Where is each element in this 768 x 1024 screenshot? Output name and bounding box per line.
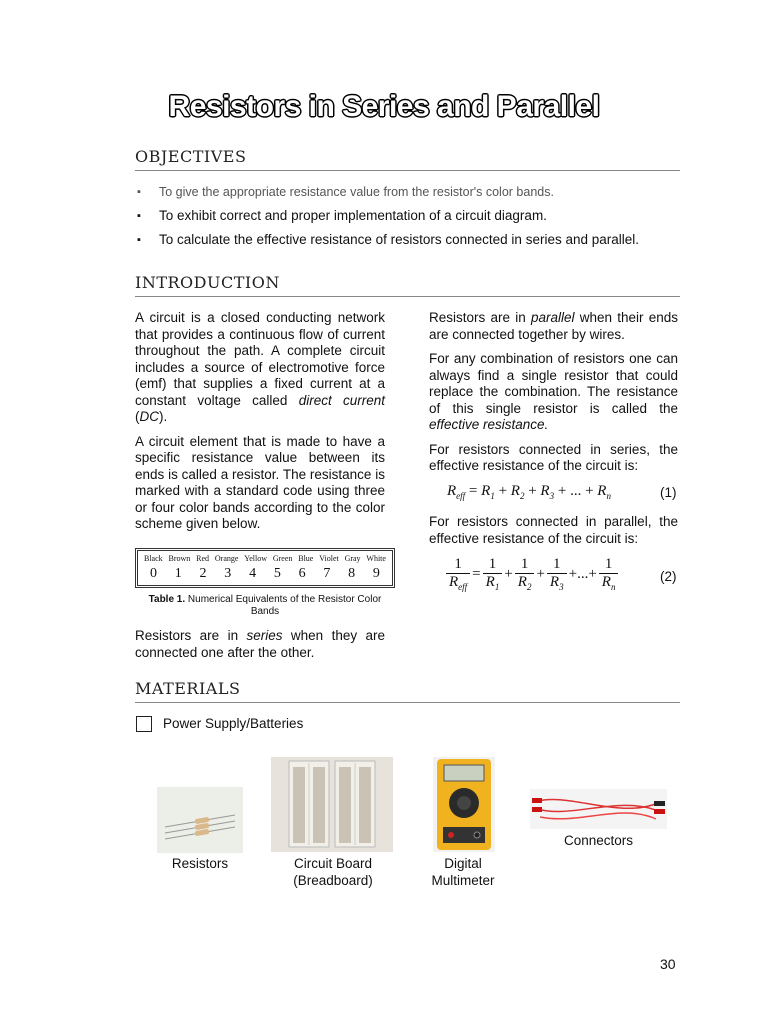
color-number: 9 bbox=[372, 566, 380, 581]
objectives-heading: OBJECTIVES bbox=[135, 147, 680, 171]
color-name: Red bbox=[196, 554, 210, 563]
multimeter-image bbox=[433, 757, 495, 852]
color-number: 8 bbox=[348, 566, 356, 581]
color-name: Gray bbox=[344, 554, 361, 563]
color-name: Yellow bbox=[244, 554, 268, 563]
list-item: ▪ To exhibit correct and proper implementation of a circuit diagram. bbox=[135, 204, 695, 228]
equation-parallel: $\frac{1}{R_{eff}}$ = $\frac{1}{R_1}$ + $\frac{1}{R_2}$ + $\frac{1}{R_3}$ + ... + $\frac{1}{R_n}$ bbox=[444, 556, 620, 592]
intro-paragraph: Resistors are in parallel when their ends are connected together by wires. bbox=[429, 310, 678, 342]
intro-paragraph: For any combination of resistors one can always find a single resistor that could replace the combination. The resistance of this single resistor is called the effective resistance. bbox=[429, 351, 678, 432]
color-name: Green bbox=[272, 554, 293, 563]
multimeter-label: Digital Multimeter bbox=[431, 856, 495, 888]
intro-paragraph: For resistors connected in series, the effective resistance of the circuit is: bbox=[429, 441, 678, 473]
resistors-label: Resistors bbox=[171, 856, 229, 871]
intro-paragraph: A circuit element that is made to have a specific resistance value between its ends is called a resistor. The resistance is marked with a standard code using three or four color bands according to the color scheme given below. bbox=[135, 433, 385, 531]
color-number: 5 bbox=[273, 566, 281, 581]
intro-left-column bbox=[135, 310, 385, 541]
color-name: White bbox=[366, 554, 386, 563]
resistors-image bbox=[157, 787, 243, 853]
color-name: Orange bbox=[214, 554, 239, 563]
color-name: Violet bbox=[319, 554, 339, 563]
color-code-table bbox=[135, 548, 395, 588]
color-number: 2 bbox=[199, 566, 207, 581]
checkbox-label: Power Supply/Batteries bbox=[163, 716, 304, 731]
color-number: 0 bbox=[150, 566, 157, 581]
breadboard-image bbox=[271, 757, 393, 852]
color-number: 1 bbox=[174, 566, 182, 581]
series-paragraph: Resistors are in series when they are connected one after the other. bbox=[135, 628, 385, 660]
color-name: Blue bbox=[298, 554, 314, 563]
objectives-list bbox=[135, 180, 695, 252]
page-title: Resistors in Series and Parallel bbox=[168, 90, 600, 123]
color-number: 3 bbox=[224, 566, 232, 581]
power-supply-checkbox[interactable] bbox=[136, 716, 152, 732]
color-name: Black bbox=[144, 554, 163, 563]
color-number: 6 bbox=[298, 566, 306, 581]
intro-paragraph: A circuit is a closed conducting network that provides a continuous flow of current throughout the path. A complete circuit includes a source of electromotive force (emf) that supplies a fixed current at a constant voltage called direct current (DC). bbox=[135, 310, 385, 424]
list-item: ▪ To calculate the effective resistance of resistors connected in series and parallel. bbox=[135, 228, 695, 252]
equation-series: $R_{eff} = R_1 + R_2 + R_3$ + ... + $R_n$ bbox=[447, 483, 611, 501]
color-number: 4 bbox=[249, 566, 257, 581]
table-caption: Table 1. Numerical Equivalents of the Resistor Color Bands bbox=[148, 594, 382, 617]
introduction-heading: INTRODUCTION bbox=[135, 273, 680, 297]
list-item: ▪ To give the appropriate resistance value from the resistor's color bands. bbox=[135, 180, 695, 204]
materials-heading: MATERIALS bbox=[135, 679, 680, 703]
connectors-label: Connectors bbox=[563, 833, 634, 848]
connectors-image bbox=[530, 789, 667, 829]
color-name: Brown bbox=[168, 554, 191, 563]
equation-number: (1) bbox=[660, 485, 677, 500]
equation-number: (2) bbox=[660, 569, 677, 584]
intro-right-column bbox=[429, 310, 678, 483]
breadboard-label: Circuit Board (Breadboard) bbox=[293, 856, 373, 888]
color-numbers-row bbox=[138, 566, 392, 582]
page-number: 30 bbox=[660, 956, 676, 972]
intro-paragraph: For resistors connected in parallel, the effective resistance of the circuit is: bbox=[429, 514, 678, 546]
color-number: 7 bbox=[323, 566, 331, 581]
color-names-row bbox=[138, 554, 392, 563]
